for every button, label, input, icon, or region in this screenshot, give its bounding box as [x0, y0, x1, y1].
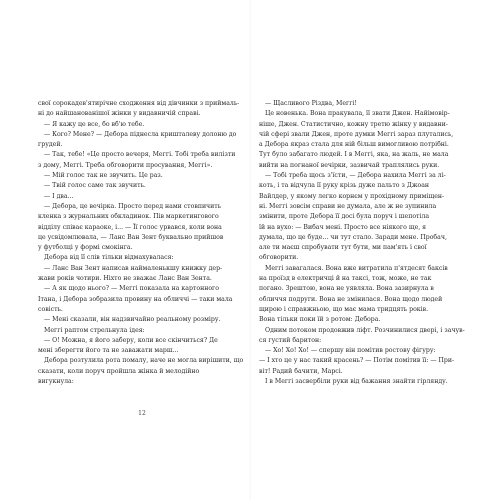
- text-line: свої сорокадев'ятирічне сходження від дівчинки з приймаль-: [38, 100, 240, 107]
- text-line: вийти на погнаної вечірки, зазвичай траплялись руки.: [259, 161, 440, 169]
- text-line: а Дебора якраз стала для ній більш вимогливою потрібні.: [259, 141, 449, 149]
- text-line: ні до найшанованішої жінки у видавничій справі.: [38, 110, 201, 118]
- text-line: їй на вухо: — Вибач мені. Просто все ніякого ще, я: [259, 223, 427, 231]
- text-line: Дебора від її слів тільки відмахувалася:: [44, 254, 174, 262]
- text-line: — Мені сказали, він надзвичайно реальному розміру.: [44, 316, 221, 324]
- text-line: грудей.: [38, 141, 63, 149]
- text-line: обговорити.: [259, 254, 299, 262]
- text-line: — Мій голос так не звучить. Це раз.: [44, 172, 163, 180]
- text-line: відділу співає караоке, і... — Її голос урвався, коли вона: [38, 223, 222, 231]
- text-line: ся густий баритон:: [259, 336, 322, 344]
- text-line: — Щасливого Різдва, Меггі!: [265, 100, 357, 107]
- left-page-text: [38, 99, 245, 387]
- text-line: — Так, тебе! «Це просто вечеря, Меггі. Тобі треба вилізти: [44, 151, 236, 159]
- text-line: змінити, проте Дебора її досі була поруч і шепотіла: [259, 213, 430, 221]
- text-line: Вона тільки поки їй з ротом: Дебора.: [259, 316, 381, 324]
- text-line: ніше, Джен. Статистично, кожну третю жінку у видавни-: [259, 120, 448, 128]
- text-line: з дому, Меггі. Треба обговорити просування, Меггі».: [38, 161, 213, 169]
- text-line: Меггі раптом стрельнула ідея:: [44, 326, 145, 334]
- text-line: але ти маєш спробувати тут бути, ми пам'ять і свої: [259, 244, 427, 252]
- text-line: чій сфері звали Джен, проте думки Меггі зараз плутались,: [259, 130, 454, 138]
- text-line: — А як щодо нього? — Меггі показала на картонного: [44, 285, 220, 293]
- text-line: Вайлдер, у якому легко корнєм у прохідному приміщен-: [259, 192, 445, 200]
- text-line: Одним потоком продовжив ліфт. Розчинилися двері, і зачув-: [265, 326, 465, 334]
- text-line: обличчя подруги. Вона не змінилася. Вона щодо людей: [259, 295, 443, 303]
- text-line: коть, і та відчула її руку крізь дуже пальто з Джоан: [259, 182, 430, 190]
- text-line: І в Меггі засвербіли руки від бажання знайти гірлянду.: [265, 378, 448, 386]
- page-number: 12: [138, 410, 146, 417]
- text-line: — Ланс Ван Зент написав наймаленькшу книжку дер-: [44, 264, 223, 272]
- text-line: у футболці у формі смокінга.: [38, 244, 133, 252]
- text-line: совість.: [38, 305, 63, 313]
- text-line: Ітана, і Дебора зобразила провину на обличчі — таки мала: [38, 295, 233, 303]
- text-line: — І два...: [44, 192, 74, 200]
- text-line: на проїзд в електричці й на таксі, тож, може, не так: [259, 275, 432, 283]
- text-line: — Кого? Мене? — Дебора піднесла кришталеву долоню до: [44, 130, 237, 138]
- text-line: погано. Зрештою, вона не уявляла. Вона зазирнула в: [259, 285, 434, 293]
- text-line: Дебора розтулила рота помалу, наче не могла вирішити, що: [44, 357, 244, 365]
- text-line: — Твій голос саме так звучить.: [44, 182, 146, 190]
- text-line: — Дебора, це вечірка. Просто перед нами стовпичить: [44, 202, 222, 210]
- book-gutter: [249, 0, 251, 500]
- text-line: віт! Радий бачити, Марсі.: [259, 367, 343, 375]
- text-line: кленка з журнальних обкладинок. Пів маркетингового: [38, 213, 219, 221]
- text-line: сказати, коли поруч пройшла жінка й мелодійно: [38, 367, 200, 375]
- text-line: ні. Меггі зовсім справи не думала, але ж не зупинила: [259, 202, 437, 210]
- text-line: Тут було забагато людей. І в Меггі, яка, на жаль, не мала: [259, 151, 449, 159]
- text-line: вигукнула:: [38, 378, 74, 386]
- text-line: — І хто це у нас такий красень? — Потім помітив її: — При-: [259, 357, 455, 365]
- right-page-text: [259, 99, 466, 387]
- text-line: — Хо! Хо! Хо! — спершу він помітив ростову фігуру:: [265, 347, 436, 355]
- text-line: — О! Можна, я його заберу, коли все скінчиться? Де: [44, 336, 218, 344]
- text-line: — Тобі треба щось з'їсти, — Дебора нахила Меггі за лі-: [265, 172, 446, 180]
- text-line: думала, що це буде... чи тут стало. Заради мене. Пробач,: [259, 233, 447, 241]
- text-line: жави років чотири. Ніхто не зважає Ланс Ван Зента.: [38, 275, 212, 283]
- text-line: Це новенька. Вона пракувала, її звати Джен. Найімовір-: [265, 110, 450, 118]
- text-line: мені зберегти його та не заважати марш...: [38, 347, 179, 355]
- text-line: Меггі завагалася. Вона вже витратила п'ятдесят баксів: [265, 264, 448, 272]
- text-line: — Я кажу це все, бо вб'ю тебе.: [44, 120, 145, 128]
- text-line: це усвідомлювала, — Ланс Ван Зент буквально прийшов: [38, 233, 224, 241]
- text-line: щирою і справжньою, що має мама тридцять років.: [259, 305, 429, 313]
